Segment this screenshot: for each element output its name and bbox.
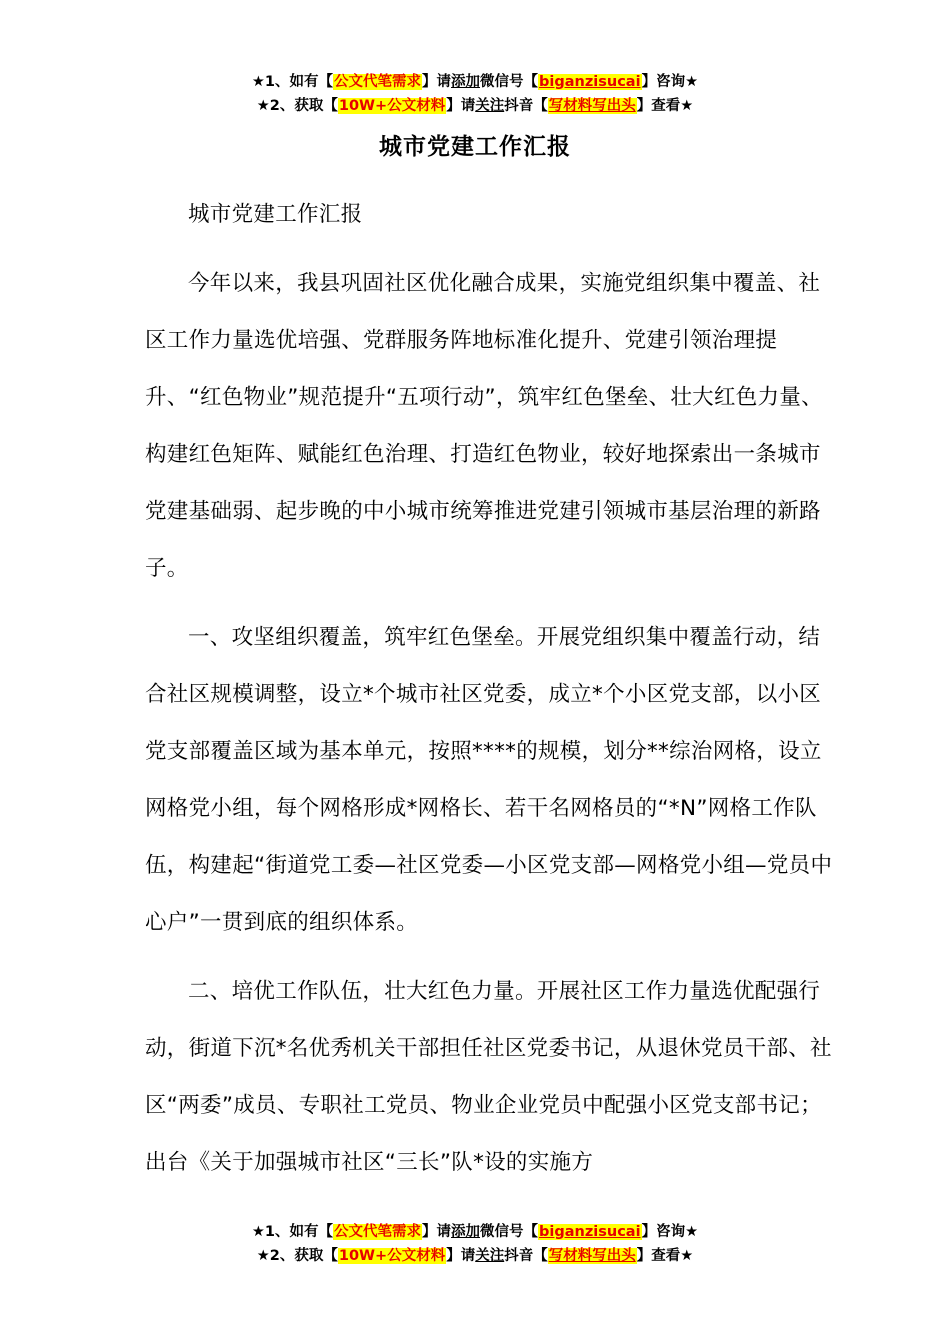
promo-underlined: 添加	[451, 1224, 481, 1240]
promo-line-2	[0, 94, 950, 118]
paragraph-section-2: 二、培优工作队伍，壮大红色力量。开展社区工作力量选优配强行动，街道下沉*名优秀机关干部担任社区党委书记，从退休党员干部、社区“两委”成员、专职社工党员、物业企业党员中配强小区党支部书记；出台《关于加强城市社区“三长”队*设的实施方	[145, 979, 832, 1175]
promo-text: 】请	[446, 1248, 476, 1264]
paragraph-section-1: 一、攻坚组织覆盖，筑牢红色堡垒。开展党组织集中覆盖行动，结合社区规模调整，设立*个城市社区党委，成立*个小区党支部，以小区党支部覆盖区域为基本单元，按照****的规模，划分**综治网格，设立网格党小组，每个网格形成*网格长、若干名网格员的“*N”网格工作队伍，构建起“街道党工委—社区党委—小区党支部—网格党小组—党员中心户”一贯到底的组织体系。	[145, 625, 833, 935]
promo-text: 微信号【	[480, 1224, 539, 1240]
promo-text: 】请	[446, 98, 476, 114]
promo-text: 】咨询★	[641, 74, 699, 90]
promo-text: ★1、如有【	[251, 74, 334, 90]
promo-text: ★2、获取【	[256, 98, 338, 114]
document-body	[145, 186, 835, 1191]
document-subtitle: 城市党建工作汇报	[188, 202, 363, 227]
wechat-id: biganzisucai	[539, 1224, 641, 1240]
promo-banner-bottom	[0, 1220, 950, 1268]
promo-underlined: 关注	[475, 1248, 505, 1264]
promo-line-1	[0, 70, 950, 94]
promo-text: 】查看★	[636, 98, 694, 114]
promo-highlight: 10W+公文材料	[338, 98, 446, 114]
promo-text: ★2、获取【	[256, 1248, 338, 1264]
promo-line-2	[0, 1244, 950, 1268]
promo-highlight: 公文代笔需求	[334, 1224, 422, 1240]
promo-text: ★1、如有【	[251, 1224, 334, 1240]
promo-text: 】咨询★	[641, 1224, 699, 1240]
promo-text: 微信号【	[480, 74, 539, 90]
douyin-id: 写材料写出头	[548, 98, 636, 114]
promo-highlight: 10W+公文材料	[338, 1248, 446, 1264]
paragraph-intro: 今年以来，我县巩固社区优化融合成果，实施党组织集中覆盖、社区工作力量选优培强、党群服务阵地标准化提升、党建引领治理提升、“红色物业”规范提升“五项行动”，筑牢红色堡垒、壮大红色力量、构建红色矩阵、赋能红色治理、打造红色物业，较好地探索出一条城市党建基础弱、起步晚的中小城市统筹推进党建引领城市基层治理的新路子。	[145, 271, 823, 581]
douyin-id: 写材料写出头	[548, 1248, 636, 1264]
promo-highlight: 公文代笔需求	[334, 74, 422, 90]
promo-text: 】请	[422, 1224, 452, 1240]
promo-text: 抖音【	[504, 1248, 548, 1264]
promo-text: 】请	[422, 74, 452, 90]
wechat-id: biganzisucai	[539, 74, 641, 90]
promo-text: 抖音【	[504, 98, 548, 114]
promo-line-1	[0, 1220, 950, 1244]
promo-underlined: 添加	[451, 74, 481, 90]
promo-text: 】查看★	[636, 1248, 694, 1264]
promo-banner-top	[0, 70, 950, 118]
document-title: 城市党建工作汇报	[379, 134, 571, 160]
promo-underlined: 关注	[475, 98, 505, 114]
